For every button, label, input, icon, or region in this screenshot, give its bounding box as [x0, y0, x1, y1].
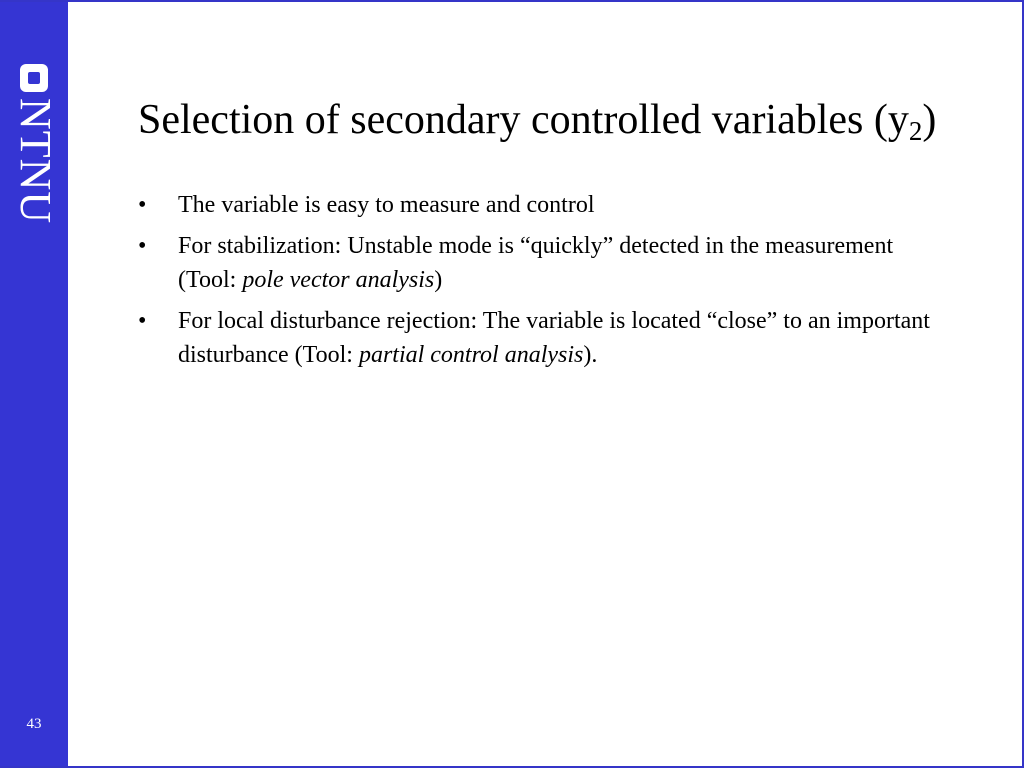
- slide-number: 43: [26, 716, 42, 732]
- bullet-item: [136, 188, 936, 222]
- bullet-marker: •: [138, 233, 147, 259]
- title-text: Selection of secondary controlled variables (y: [138, 97, 909, 143]
- bullet-italic-term: pole vector analysis: [242, 267, 435, 293]
- slide-title: [138, 94, 936, 146]
- bullet-item: [136, 229, 936, 297]
- sidebar: [0, 0, 68, 768]
- title-subscript: 2: [908, 116, 923, 146]
- bullet-marker: •: [138, 308, 147, 334]
- bullet-italic-term: partial control analysis: [358, 342, 584, 368]
- bullet-marker: •: [138, 192, 147, 218]
- ntnu-logo-icon: [20, 64, 48, 92]
- bullet-suffix: ): [434, 267, 443, 293]
- bullet-text: For stabilization: Unstable mode is “quickly” detected in the measurement (Tool:: [178, 233, 894, 293]
- bullet-list: [136, 188, 936, 379]
- ntnu-logo-text: NTNU: [11, 98, 60, 225]
- bullet-text: The variable is easy to measure and control: [178, 192, 595, 218]
- bullet-suffix: ).: [583, 342, 598, 368]
- bullet-item: [136, 304, 936, 372]
- bullet-text: For local disturbance rejection: The variable is located “close” to an important disturbance (Tool:: [178, 308, 930, 368]
- title-suffix: ): [922, 97, 937, 143]
